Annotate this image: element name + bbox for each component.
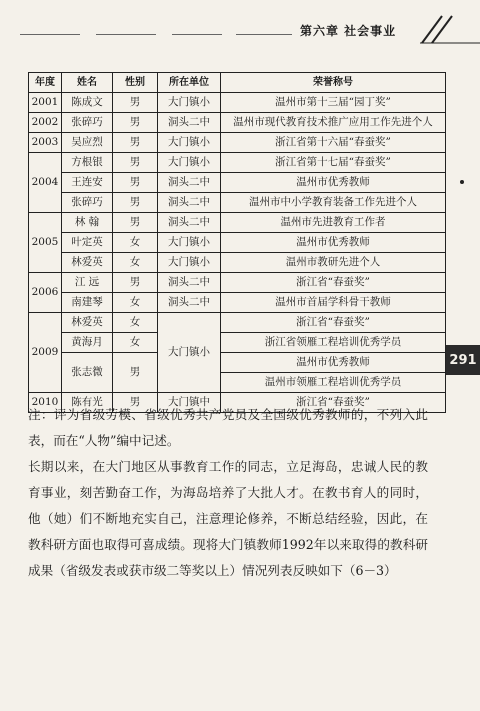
gender-cell: 女 [113,253,158,273]
name-cell: 江 远 [62,273,113,293]
body-paragraph: 长期以来，在大门地区从事教育工作的同志，立足海岛，忠诚人民的教育事业，刻苦勤奋工作，为海岛培养了大批人才。在教书育人的同时，他（她）们不断地充实自己，注意理论修养，不断总结经验，因此，在教科研方面也取得可喜成绩。现将大门镇教师1992年以来取得的教科研成果（省级发表或获市级二等奖以上）情况列表反映如下（6－3） [28,459,428,578]
table-row [29,213,446,233]
name-cell: 林爱英 [62,313,113,333]
col-header-name: 姓名 [62,73,113,93]
col-header-gender: 性别 [113,73,158,93]
honor-cell: 温州市优秀教师 [221,173,446,193]
table-row [29,193,446,213]
gender-cell: 男 [113,93,158,113]
col-header-unit: 所在单位 [158,73,221,93]
honor-cell: 浙江省“春蚕奖” [221,313,446,333]
table-row [29,233,446,253]
unit-cell: 大门镇小 [158,253,221,273]
year-cell: 2001 [29,93,62,113]
table-row [29,313,446,333]
honor-table-wrap [28,72,446,413]
gender-cell: 男 [113,393,158,413]
name-cell: 叶定英 [62,233,113,253]
name-cell: 吴应烈 [62,133,113,153]
table-row [29,93,446,113]
header-rule [20,34,80,35]
unit-cell: 大门镇小 [158,133,221,153]
unit-cell: 大门镇中 [158,393,221,413]
table-row [29,273,446,293]
name-cell: 张碎巧 [62,193,113,213]
margin-dot [460,180,464,184]
honor-cell: 浙江省第十七届“春蚕奖” [221,153,446,173]
year-cell: 2010 [29,393,62,413]
year-cell: 2005 [29,213,62,273]
page-header [0,0,480,50]
unit-cell: 大门镇小 [158,313,221,393]
col-header-year: 年度 [29,73,62,93]
name-cell: 王连安 [62,173,113,193]
year-cell: 2003 [29,133,62,153]
year-cell: 2002 [29,113,62,133]
honor-cell: 浙江省领雁工程培训优秀学员 [221,333,446,353]
unit-cell: 洞头二中 [158,213,221,233]
unit-cell: 大门镇小 [158,233,221,253]
unit-cell: 大门镇小 [158,93,221,113]
gender-cell: 男 [113,353,158,393]
table-row [29,173,446,193]
honor-cell: 温州市领雁工程培训优秀学员 [221,373,446,393]
unit-cell: 大门镇小 [158,153,221,173]
table-row [29,353,446,373]
gender-cell: 女 [113,293,158,313]
unit-cell: 洞头二中 [158,273,221,293]
honor-cell: 浙江省“春蚕奖” [221,393,446,413]
gender-cell: 男 [113,173,158,193]
header-rule [236,34,292,35]
name-cell: 黄海月 [62,333,113,353]
year-cell: 2009 [29,313,62,393]
table-row [29,253,446,273]
name-cell: 南建琴 [62,293,113,313]
table-row [29,153,446,173]
gender-cell: 男 [113,213,158,233]
honor-table [28,72,446,413]
name-cell: 陈成文 [62,93,113,113]
name-cell: 陈有光 [62,393,113,413]
honor-cell: 温州市首届学科骨干教师 [221,293,446,313]
name-cell: 方根银 [62,153,113,173]
name-cell: 林爱英 [62,253,113,273]
gender-cell: 女 [113,333,158,353]
table-row [29,113,446,133]
honor-cell: 温州市先进教育工作者 [221,213,446,233]
table-header-row [29,73,446,93]
header-rule [172,34,222,35]
honor-cell: 温州市优秀教师 [221,353,446,373]
unit-cell: 洞头二中 [158,193,221,213]
honor-cell: 温州市现代教育技术推广应用工作先进个人 [221,113,446,133]
table-row [29,133,446,153]
gender-cell: 男 [113,153,158,173]
table-row [29,333,446,353]
name-cell: 张志微 [62,353,113,393]
unit-cell: 洞头二中 [158,293,221,313]
name-cell: 张碎巧 [62,113,113,133]
header-rule [96,34,156,35]
col-header-honor: 荣誉称号 [221,73,446,93]
honor-cell: 温州市第十三届“园丁奖” [221,93,446,113]
chapter-title: 第六章 社会事业 [300,24,397,38]
year-cell: 2004 [29,153,62,213]
table-note: 注：评为省级劳模、省级优秀共产党员及全国级优秀教师的，不列入此表，而在“人物”编中记述。 [28,407,428,448]
honor-cell: 温州市教研先进个人 [221,253,446,273]
unit-cell: 洞头二中 [158,113,221,133]
gender-cell: 男 [113,113,158,133]
name-cell: 林 翰 [62,213,113,233]
year-cell: 2006 [29,273,62,313]
gender-cell: 男 [113,133,158,153]
table-row [29,293,446,313]
gender-cell: 女 [113,233,158,253]
unit-cell: 洞头二中 [158,173,221,193]
honor-cell: 温州市中小学教育装备工作先进个人 [221,193,446,213]
gender-cell: 男 [113,193,158,213]
page-number-tab: 291 [446,345,480,375]
header-slash-ornament [420,12,480,46]
gender-cell: 女 [113,313,158,333]
honor-cell: 浙江省“春蚕奖” [221,273,446,293]
honor-cell: 浙江省第十六届“春蚕奖” [221,133,446,153]
honor-cell: 温州市优秀教师 [221,233,446,253]
gender-cell: 男 [113,273,158,293]
